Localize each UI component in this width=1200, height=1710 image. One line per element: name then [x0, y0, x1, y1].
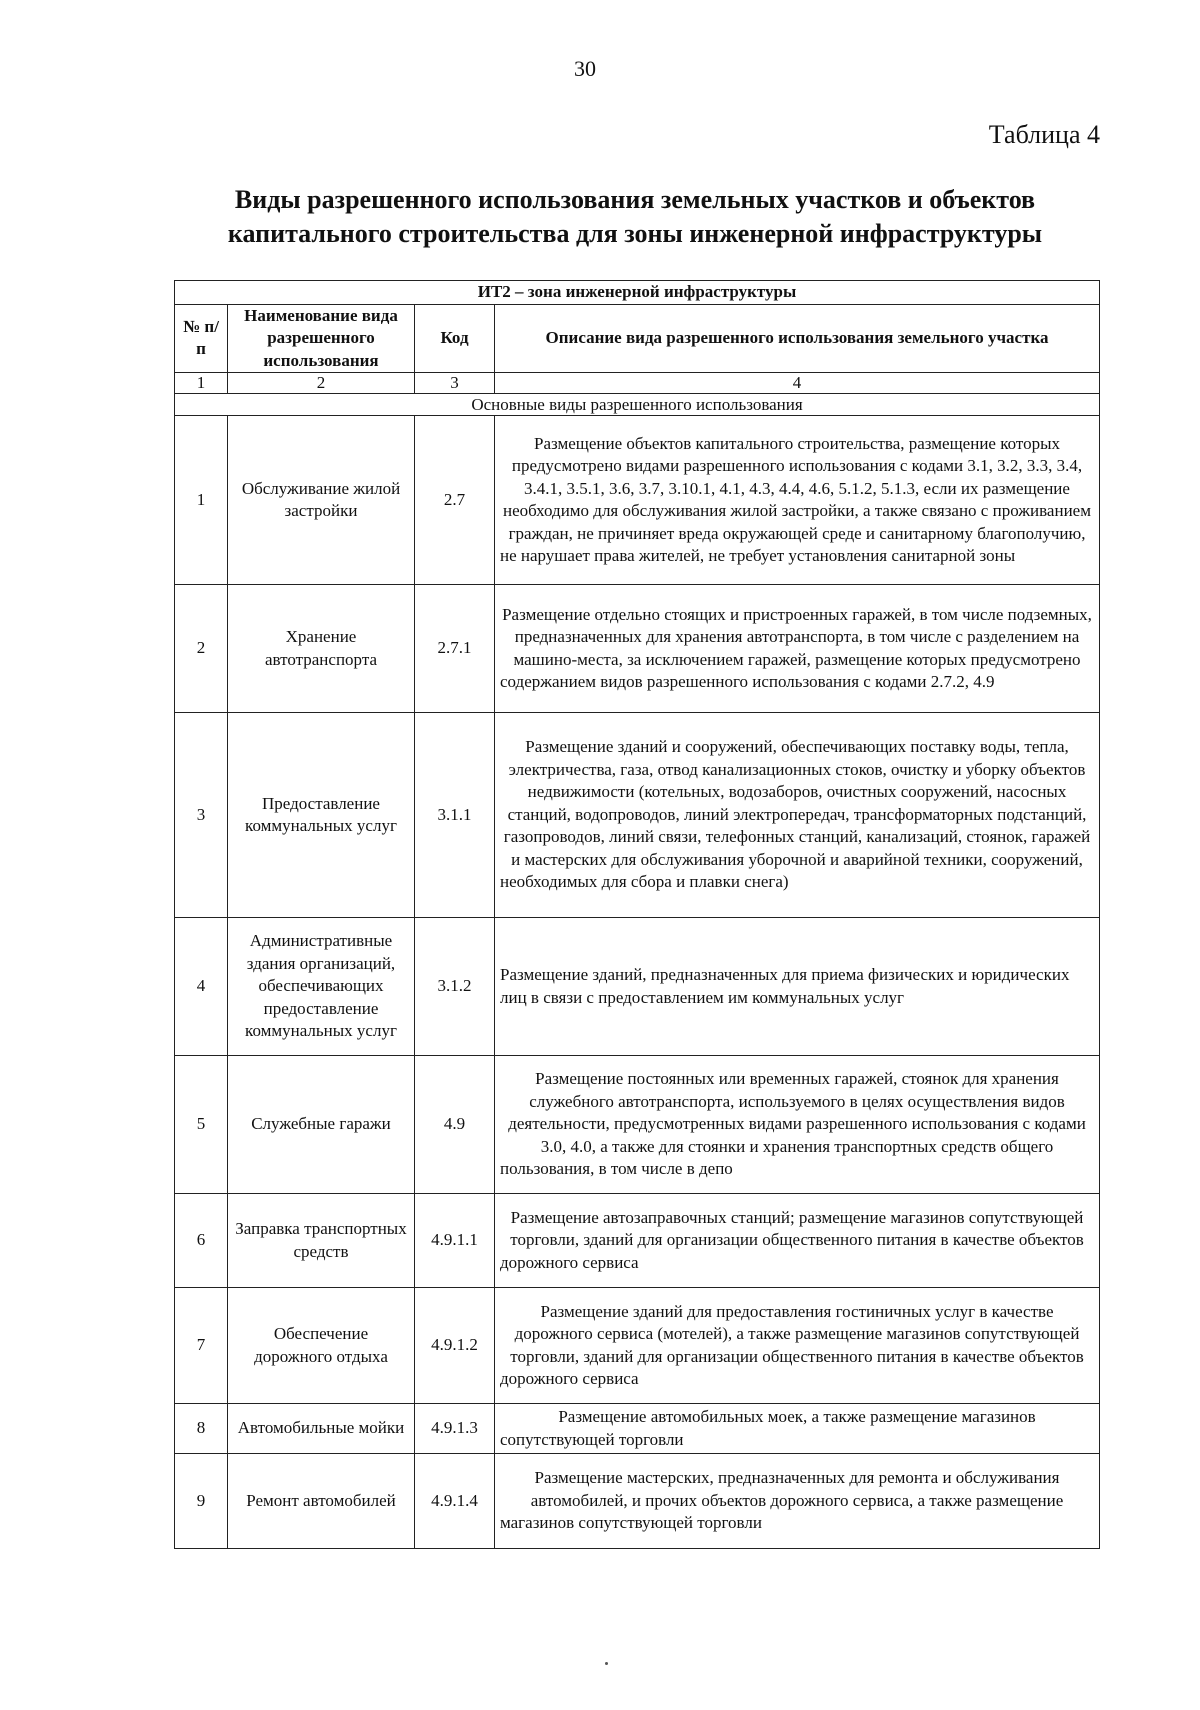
row-name: Автомобильные мойки: [228, 1404, 415, 1454]
column-number: 2: [228, 373, 415, 394]
table-row: [175, 416, 1100, 585]
row-num: 1: [175, 416, 228, 585]
row-description: Размещение автомобильных моек, а также размещение магазинов сопутствующей торговли: [495, 1404, 1100, 1454]
row-description: Размещение зданий, предназначенных для приема физических и юридических лиц в связи с предоставлением им коммунальных услуг: [495, 918, 1100, 1056]
page-number: 30: [574, 56, 596, 81]
table-row: [175, 1194, 1100, 1288]
row-num: 2: [175, 585, 228, 713]
table-row: [175, 713, 1100, 918]
row-code: 4.9.1.2: [415, 1288, 495, 1404]
row-description: Размещение объектов капитального строительства, размещение которых предусмотрено видами разрешенного использования с кодами 3.1, 3.2, 3.3, 3.4, 3.4.1, 3.5.1, 3.6, 3.7, 3.10.1, 4.1, 4.3, 4.4, 4.6, 5.1.2, 5.1.3, если их размещение необходимо для обслуживания жилой застройки, а также связано с проживанием граждан, не причиняет вреда окружающей среде и санитарному благополучию, не нарушает права жителей, не требует установления санитарной зоны: [495, 416, 1100, 585]
row-num: 7: [175, 1288, 228, 1404]
table-label: Таблица 4: [988, 120, 1100, 149]
column-number-row: [175, 373, 1100, 394]
row-code: 4.9: [415, 1056, 495, 1194]
column-header-row: [175, 304, 1100, 373]
scan-artifact-dot: [605, 1662, 608, 1665]
row-num: 9: [175, 1454, 228, 1549]
row-description: Размещение постоянных или временных гаражей, стоянок для хранения служебного автотранспорта, используемого в целях осуществления видов деятельности, предусмотренных видами разрешенного использования с кодами 3.0, 4.0, а также для стоянки и хранения транспортных средств общего пользования, в том числе в депо: [495, 1056, 1100, 1194]
row-num: 3: [175, 713, 228, 918]
header-code: Код: [415, 304, 495, 373]
row-code: 2.7: [415, 416, 495, 585]
table-row: [175, 585, 1100, 713]
row-num: 8: [175, 1404, 228, 1454]
row-num: 6: [175, 1194, 228, 1288]
header-name: Наименование вида разрешенного использования: [228, 304, 415, 373]
header-num: № п/п: [175, 304, 228, 373]
row-name: Обеспечение дорожного отдыха: [228, 1288, 415, 1404]
column-number: 3: [415, 373, 495, 394]
table-row: [175, 1056, 1100, 1194]
row-name: Предоставление коммунальных услуг: [228, 713, 415, 918]
row-name: Ремонт автомобилей: [228, 1454, 415, 1549]
row-description: Размещение зданий для предоставления гостиничных услуг в качестве дорожного сервиса (мотелей), а также размещение магазинов сопутствующей торговли, зданий для организации общественного питания в качестве объектов дорожного сервиса: [495, 1288, 1100, 1404]
section-title: Основные виды разрешенного использования: [175, 394, 1100, 416]
row-code: 4.9.1.1: [415, 1194, 495, 1288]
row-num: 5: [175, 1056, 228, 1194]
section-row: [175, 394, 1100, 416]
row-description: Размещение мастерских, предназначенных для ремонта и обслуживания автомобилей, и прочих объектов дорожного сервиса, а также размещение магазинов сопутствующей торговли: [495, 1454, 1100, 1549]
header-description: Описание вида разрешенного использования земельного участка: [495, 304, 1100, 373]
row-description: Размещение отдельно стоящих и пристроенных гаражей, в том числе подземных, предназначенных для хранения автотранспорта, в том числе с разделением на машино-места, за исключением гаражей, размещение которых предусмотрено содержанием видов разрешенного использования с кодами 2.7.2, 4.9: [495, 585, 1100, 713]
table-row: [175, 1288, 1100, 1404]
table-row: [175, 1404, 1100, 1454]
row-num: 4: [175, 918, 228, 1056]
row-code: 3.1.1: [415, 713, 495, 918]
row-name: Обслуживание жилой застройки: [228, 416, 415, 585]
table-row: [175, 918, 1100, 1056]
column-number: 1: [175, 373, 228, 394]
zone-header-row: [175, 281, 1100, 305]
row-code: 3.1.2: [415, 918, 495, 1056]
row-name: Заправка транспортных средств: [228, 1194, 415, 1288]
row-description: Размещение зданий и сооружений, обеспечивающих поставку воды, тепла, электричества, газа, отвод канализационных стоков, очистку и уборку объектов недвижимости (котельных, водозаборов, очистных сооружений, насосных станций, водопроводов, линий электропередач, трансформаторных подстанций, газопроводов, линий связи, телефонных станций, канализаций, стоянок, гаражей и мастерских для обслуживания уборочной и аварийной техники, сооружений, необходимых для сбора и плавки снега): [495, 713, 1100, 918]
document-title: Виды разрешенного использования земельных участков и объектов капитального строительства для зоны инженерной инфраструктуры: [227, 185, 1043, 248]
row-name: Административные здания организаций, обеспечивающих предоставление коммунальных услуг: [228, 918, 415, 1056]
row-code: 2.7.1: [415, 585, 495, 713]
row-name: Хранение автотранспорта: [228, 585, 415, 713]
table-row: [175, 1454, 1100, 1549]
row-name: Служебные гаражи: [228, 1056, 415, 1194]
zone-header: ИТ2 – зона инженерной инфраструктуры: [175, 281, 1100, 305]
column-number: 4: [495, 373, 1100, 394]
row-code: 4.9.1.4: [415, 1454, 495, 1549]
land-use-table: [174, 280, 1100, 1549]
row-description: Размещение автозаправочных станций; размещение магазинов сопутствующей торговли, зданий для организации общественного питания в качестве объектов дорожного сервиса: [495, 1194, 1100, 1288]
row-code: 4.9.1.3: [415, 1404, 495, 1454]
